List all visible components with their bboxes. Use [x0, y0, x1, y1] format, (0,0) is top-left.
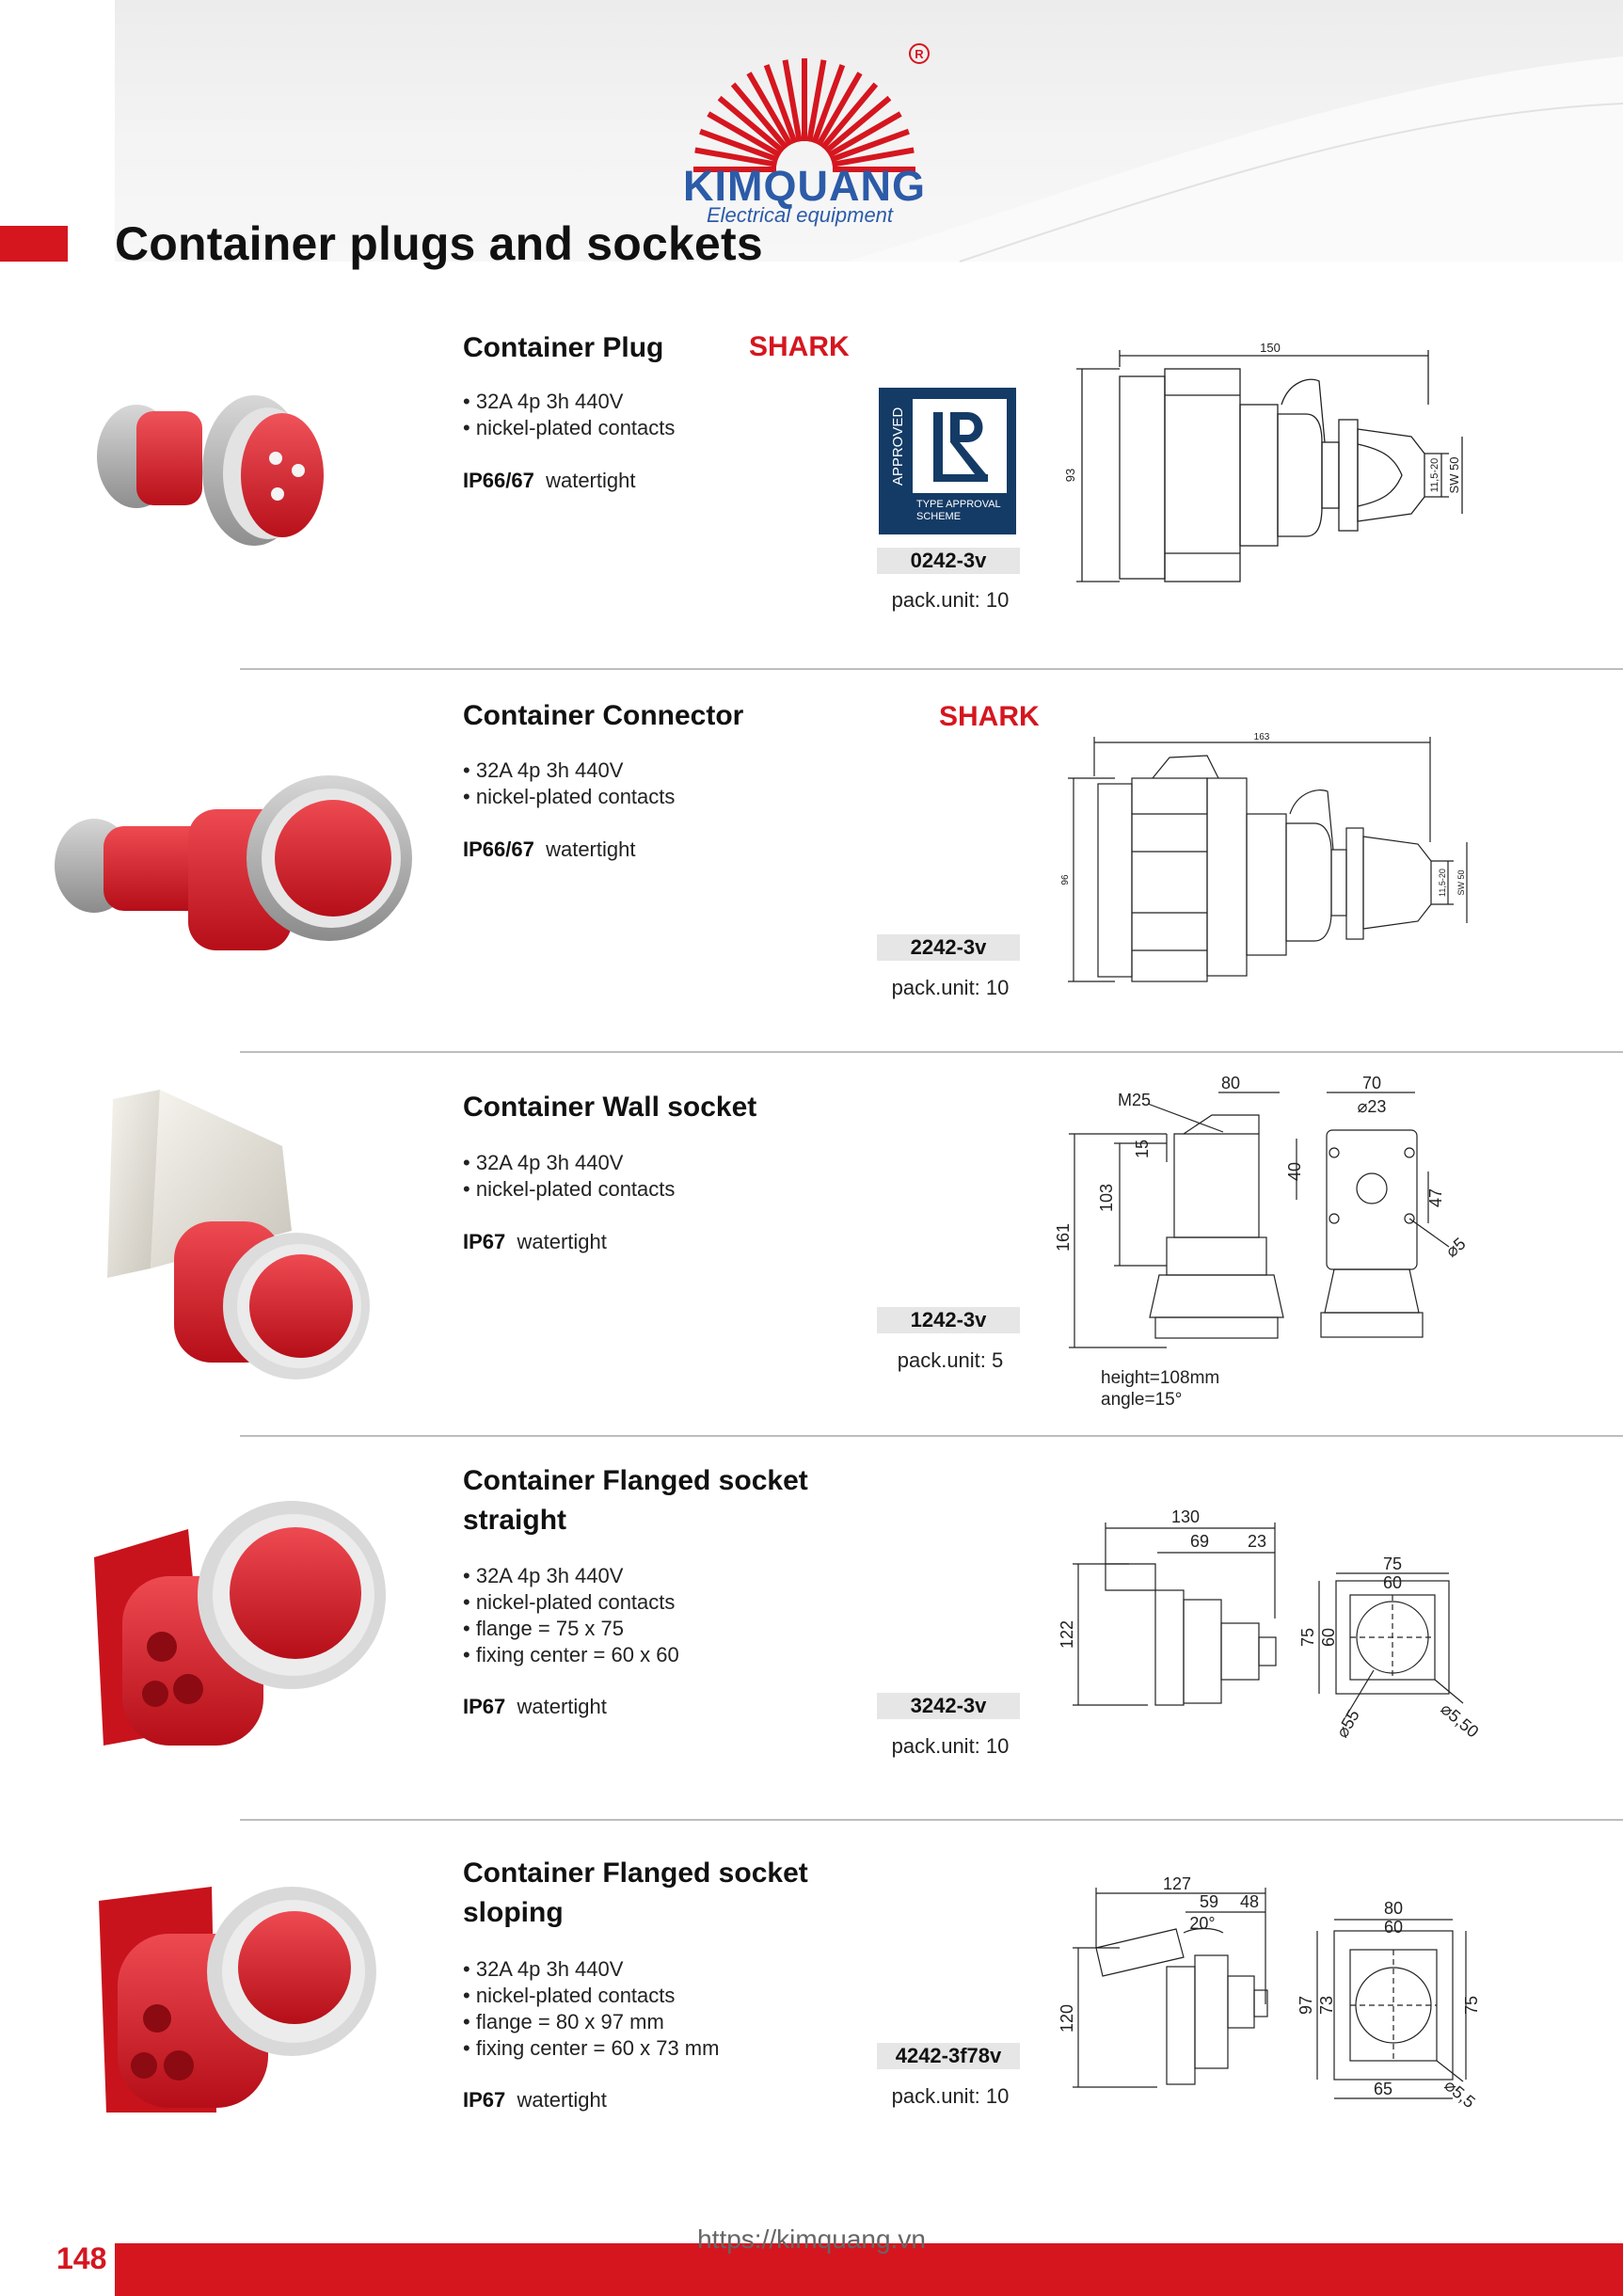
svg-text:⌀5,5: ⌀5,5 [1440, 2075, 1479, 2113]
feature-list [463, 1150, 675, 1203]
dimension-note: angle=15° [1101, 1390, 1183, 1410]
svg-text:120: 120 [1058, 2003, 1076, 2033]
ip-text: watertight [546, 837, 636, 861]
svg-text:11,5-20: 11,5-20 [1438, 869, 1447, 897]
flanged-socket-sloping-drawing [1058, 1873, 1487, 2117]
feature-item: • fixing center = 60 x 73 mm [463, 2035, 719, 2062]
feature-item: • nickel-plated contacts [463, 1983, 719, 2009]
ip-rating [463, 1230, 607, 1254]
container-connector-photo[interactable] [47, 772, 423, 979]
svg-text:150: 150 [1260, 341, 1281, 355]
logo-brand: KIMQUANG [683, 162, 926, 210]
row-divider [240, 1051, 1623, 1053]
lr-approved-badge [879, 388, 1016, 534]
kimquang-logo[interactable] [659, 33, 950, 235]
svg-text:60: 60 [1383, 1918, 1404, 1937]
ip-code: IP67 [463, 1230, 506, 1253]
product-name-line2: straight [463, 1505, 567, 1536]
svg-text:⌀5: ⌀5 [1441, 1234, 1470, 1262]
svg-text:23: 23 [1247, 1532, 1267, 1551]
svg-text:48: 48 [1239, 1892, 1260, 1911]
svg-text:75: 75 [1462, 1995, 1481, 2016]
ip-code: IP66/67 [463, 837, 534, 861]
section-marker [0, 226, 68, 262]
feature-item: • 32A 4p 3h 440V [463, 389, 675, 415]
svg-text:75: 75 [1382, 1555, 1403, 1573]
ip-text: watertight [517, 2088, 607, 2112]
svg-text:SW 50: SW 50 [1456, 869, 1466, 896]
svg-text:122: 122 [1058, 1619, 1076, 1650]
product-name: Container Connector [463, 700, 744, 731]
pack-unit: pack.unit: 10 [891, 588, 1010, 612]
svg-text:127: 127 [1163, 1874, 1192, 1893]
svg-text:47: 47 [1426, 1188, 1445, 1208]
ip-rating [463, 469, 635, 493]
svg-text:93: 93 [1063, 468, 1077, 483]
svg-text:80: 80 [1383, 1899, 1404, 1918]
container-wall-socket-photo[interactable] [94, 1090, 376, 1391]
website-url[interactable]: https://kimquang.vn [697, 2224, 926, 2254]
feature-list [463, 1956, 719, 2062]
svg-text:161: 161 [1054, 1222, 1073, 1252]
page-title: Container plugs and sockets [115, 217, 763, 270]
container-plug-photo[interactable] [80, 362, 381, 579]
svg-text:M25: M25 [1118, 1091, 1152, 1109]
svg-text:163: 163 [1253, 732, 1270, 742]
svg-text:60: 60 [1319, 1627, 1338, 1648]
svg-text:⌀55: ⌀55 [1332, 1706, 1363, 1741]
svg-text:103: 103 [1097, 1183, 1116, 1213]
ip-code: IP67 [463, 1695, 506, 1718]
flanged-socket-straight-drawing [1058, 1506, 1487, 1750]
svg-text:97: 97 [1297, 1995, 1315, 2016]
feature-list [463, 1563, 679, 1668]
pack-unit: pack.unit: 10 [891, 2084, 1010, 2108]
feature-item: • 32A 4p 3h 440V [463, 1563, 679, 1589]
logo-tagline: Electrical equipment [706, 203, 894, 227]
ip-rating [463, 2088, 607, 2113]
container-wall-socket-drawing [1054, 1074, 1487, 1360]
brand-label: SHARK [749, 331, 850, 362]
badge-caption: TYPE APPROVAL SCHEME [916, 499, 1001, 522]
feature-item: • 32A 4p 3h 440V [463, 1150, 675, 1176]
feature-item: • fixing center = 60 x 60 [463, 1642, 679, 1668]
svg-text:69: 69 [1189, 1532, 1210, 1551]
ip-code: IP67 [463, 2088, 506, 2112]
product-code: 0242-3v [877, 548, 1020, 574]
product-code: 3242-3v [877, 1693, 1020, 1719]
brand-label: SHARK [939, 701, 1040, 732]
ip-rating [463, 837, 635, 862]
svg-text:20°: 20° [1189, 1914, 1216, 1933]
product-name: Container Flanged socket [463, 1858, 808, 1889]
page-number: 148 [56, 2241, 107, 2275]
ip-code: IP66/67 [463, 469, 534, 492]
row-divider [240, 1819, 1623, 1821]
header-swoosh [847, 0, 1623, 262]
svg-text:60: 60 [1382, 1573, 1403, 1592]
container-connector-drawing [1058, 729, 1482, 993]
product-name-line2: sloping [463, 1897, 564, 1928]
svg-text:⌀5,50: ⌀5,50 [1437, 1698, 1483, 1742]
badge-vertical-text: APPROVED [890, 407, 907, 486]
svg-text:11,5-20: 11,5-20 [1429, 457, 1440, 493]
product-name: Container Plug [463, 332, 664, 363]
lr-logo-icon [913, 399, 1007, 493]
svg-text:40: 40 [1285, 1161, 1304, 1182]
flanged-socket-sloping-photo[interactable] [89, 1877, 390, 2131]
svg-text:70: 70 [1361, 1074, 1382, 1092]
svg-text:96: 96 [1060, 874, 1071, 885]
svg-text:65: 65 [1373, 2080, 1393, 2098]
feature-item: • nickel-plated contacts [463, 1176, 675, 1203]
row-divider [240, 668, 1623, 670]
svg-text:130: 130 [1171, 1507, 1201, 1526]
flanged-socket-straight-photo[interactable] [85, 1501, 395, 1764]
ip-rating [463, 1695, 607, 1719]
product-code: 4242-3f78v [877, 2043, 1020, 2069]
pack-unit: pack.unit: 10 [891, 976, 1010, 999]
feature-item: • flange = 75 x 75 [463, 1616, 679, 1642]
feature-item: • nickel-plated contacts [463, 1589, 679, 1616]
product-name: Container Flanged socket [463, 1465, 808, 1496]
svg-text:SW 50: SW 50 [1447, 456, 1461, 494]
feature-list [463, 389, 675, 441]
container-plug-drawing [1063, 339, 1477, 593]
product-code: 1242-3v [877, 1307, 1020, 1333]
svg-text:75: 75 [1298, 1627, 1317, 1648]
ip-text: watertight [517, 1230, 607, 1253]
ip-text: watertight [546, 469, 636, 492]
svg-text:80: 80 [1221, 1074, 1241, 1092]
ip-text: watertight [517, 1695, 607, 1718]
row-divider [240, 1435, 1623, 1437]
svg-text:73: 73 [1317, 1995, 1336, 2016]
svg-text:15: 15 [1133, 1139, 1152, 1159]
svg-text:⌀23: ⌀23 [1357, 1097, 1387, 1116]
pack-unit: pack.unit: 5 [897, 1348, 1004, 1372]
svg-text:R: R [915, 47, 924, 61]
dimension-note: height=108mm [1101, 1368, 1220, 1388]
feature-item: • 32A 4p 3h 440V [463, 1956, 719, 1983]
product-code: 2242-3v [877, 934, 1020, 961]
feature-list [463, 757, 675, 810]
logo-sunburst-icon [659, 33, 950, 235]
product-name: Container Wall socket [463, 1092, 757, 1123]
feature-item: • nickel-plated contacts [463, 415, 675, 441]
pack-unit: pack.unit: 10 [891, 1734, 1010, 1758]
feature-item: • 32A 4p 3h 440V [463, 757, 675, 784]
feature-item: • nickel-plated contacts [463, 784, 675, 810]
feature-item: • flange = 80 x 97 mm [463, 2009, 719, 2035]
svg-text:59: 59 [1199, 1892, 1219, 1911]
